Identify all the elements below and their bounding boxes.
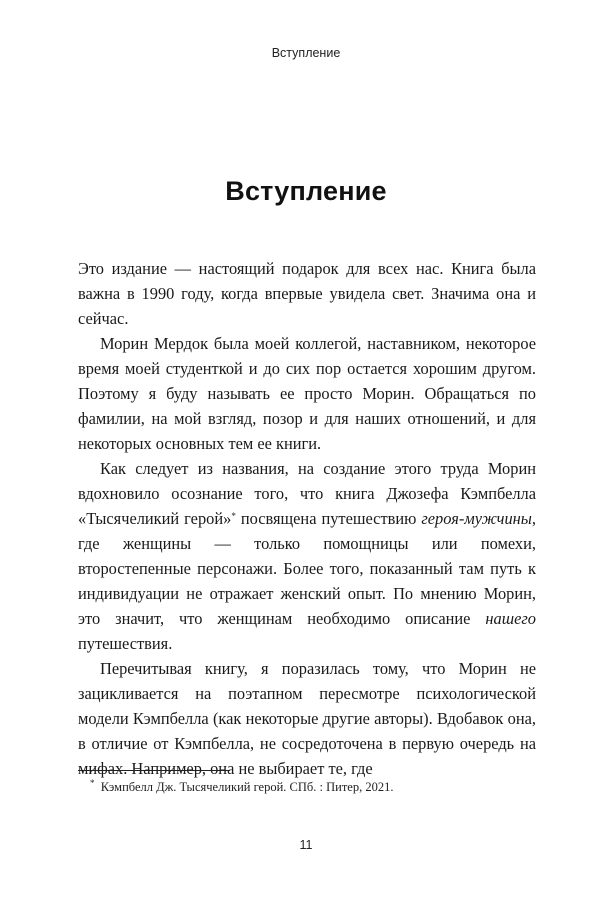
footnote-mark: * [90,778,95,788]
emphasis-our: нашего [485,609,536,628]
body-text [78,256,536,781]
paragraph-2: Морин Мердок была моей коллегой, наставником, некоторое время моей студенткой и до сих пор остается хорошим другом. Поэтому я буду называть ее просто Морин. Обращаться по фамилии, на мой взгляд, позор и для наших отношений, и для некоторых основных тем ее книги. [78,334,536,453]
emphasis-hero-male: героя-мужчины [421,509,532,528]
running-head: Вступление [271,46,341,60]
paragraph-4: Перечитывая книгу, я поразилась тому, что Морин не зацикливается на поэтапном пересмотре психологической модели Кэмпбелла (как некоторые другие авторы). Вдобавок она, в отличие от Кэмпбелла, не сосредоточена в первую очередь на мифах. Например, она не выбирает те, где [78,659,536,778]
footnote [90,780,536,795]
paragraph-1: Это издание — настоящий подарок для всех нас. Книга была важна в 1990 году, когда впервые увидела свет. Значима она и сейчас. [78,259,536,328]
paragraph-3-part-b: посвящена путешествию [235,509,422,528]
footnote-marker: * [231,511,236,521]
page-number: 11 [299,838,313,852]
paragraph-3-part-a: Как следует из названия, на создание этого труда Морин вдохновило осознание того, что книга Джозефа Кэмпбелла «Тысячеликий герой» [78,459,536,528]
paragraph-3-part-d: путешествия. [78,634,173,653]
footnote-divider [78,770,230,771]
chapter-title: Вступление [225,176,387,206]
footnote-text: Кэмпбелл Дж. Тысячеликий герой. СПб. : Питер, 2021. [100,780,394,794]
paragraph-3 [78,456,536,656]
paragraph-3-part-c: , где женщины — только помощницы или помехи, второстепенные персонажи. Более того, показанный там путь к индивидуации не отражает женский опыт. По мнению Морин, это значит, что женщинам необходимо описание [78,509,536,628]
